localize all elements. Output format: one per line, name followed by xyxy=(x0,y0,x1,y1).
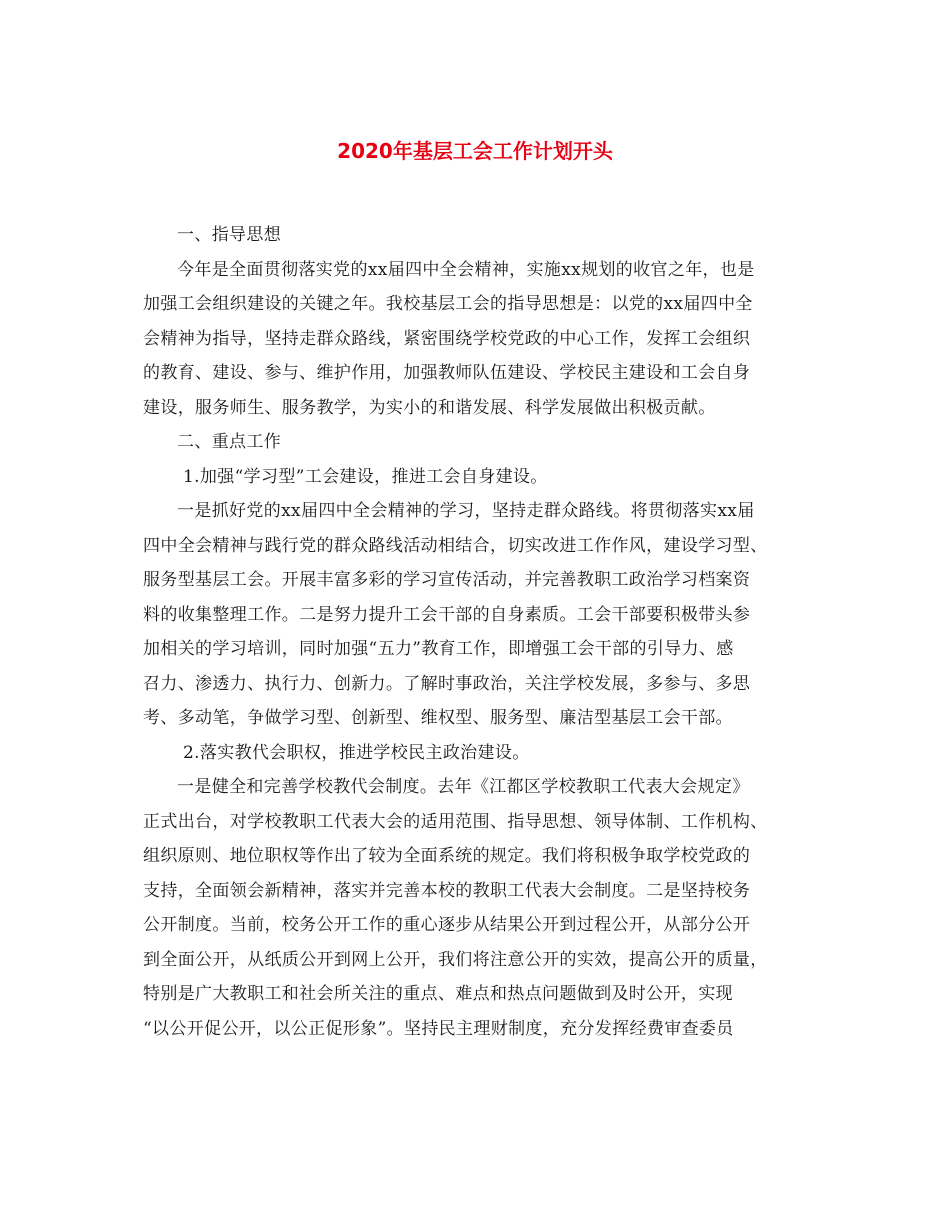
paragraph-line: 到全面公开，从纸质公开到网上公开，我们将注意公开的实效，提高公开的质量， xyxy=(143,949,768,970)
paragraph-line: 组织原则、地位职权等作出了较为全面系统的规定。我们将积极争取学校党政的 xyxy=(143,846,751,866)
document-body xyxy=(143,218,815,1046)
paragraph-line: 料的收集整理工作。二是努力提升工会干部的自身素质。工会干部要积极带头参 xyxy=(143,604,751,625)
paragraph-line: 建设，服务师生、服务教学，为实小的和谐发展、科学发展做出积极贡献。 xyxy=(143,397,716,418)
paragraph-line: 正式出台，对学校教职工代表大会的适用范围、指导思想、领导体制、工作机构、 xyxy=(143,811,768,832)
paragraph-line: 考、多动笔，争做学习型、创新型、维权型、服务型、廉洁型基层工会干部。 xyxy=(143,708,733,728)
paragraph-line: 四中全会精神与践行党的群众路线活动相结合，切实改进工作作风，建设学习型、 xyxy=(143,535,768,556)
document-title: 2020年基层工会工作计划开头 xyxy=(337,139,613,163)
paragraph-line: 加强工会组织建设的关键之年。我校基层工会的指导思想是：以党的xx届四中全 xyxy=(143,294,753,314)
paragraph-line: 服务型基层工会。开展丰富多彩的学习宣传活动，并完善教职工政治学习档案资 xyxy=(143,570,751,590)
paragraph-line: 会精神为指导，坚持走群众路线，紧密围绕学校党政的中心工作，发挥工会组织 xyxy=(143,328,751,349)
paragraph-line: “以公开促公开，以公正促形象”。坚持民主理财制度，充分发挥经费审查委员 xyxy=(143,1018,734,1039)
section-heading: 一、指导思想 xyxy=(177,225,282,245)
subsection-heading: 1.加强“学习型”工会建设，推进工会自身建设。 xyxy=(183,466,548,487)
section-heading: 二、重点工作 xyxy=(177,432,282,452)
paragraph-line: 加相关的学习培训，同时加强“五力”教育工作，即增强工会干部的引导力、感 xyxy=(143,639,734,659)
paragraph-line: 支持，全面领会新精神，落实并完善本校的教职工代表大会制度。二是坚持校务 xyxy=(143,880,751,901)
subsection-heading: 2.落实教代会职权，推进学校民主政治建设。 xyxy=(183,742,530,763)
paragraph-line: 一是健全和完善学校教代会制度。去年《江都区学校教职工代表大会规定》 xyxy=(177,777,750,797)
paragraph-line: 今年是全面贯彻落实党的xx届四中全会精神，实施xx规划的收官之年，也是 xyxy=(177,259,755,280)
paragraph-line: 公开制度。当前，校务公开工作的重心逐步从结果公开到过程公开，从部分公开 xyxy=(143,915,751,935)
paragraph-line: 特别是广大教职工和社会所关注的重点、难点和热点问题做到及时公开，实现 xyxy=(143,984,733,1004)
paragraph-line: 召力、渗透力、执行力、创新力。了解时事政治，关注学校发展，多参与、多思 xyxy=(143,673,751,694)
paragraph-line: 的教育、建设、参与、维护作用，加强教师队伍建设、学校民主建设和工会自身 xyxy=(143,363,751,383)
paragraph-line: 一是抓好党的xx届四中全会精神的学习，坚持走群众路线。将贯彻落实xx届 xyxy=(177,501,755,521)
